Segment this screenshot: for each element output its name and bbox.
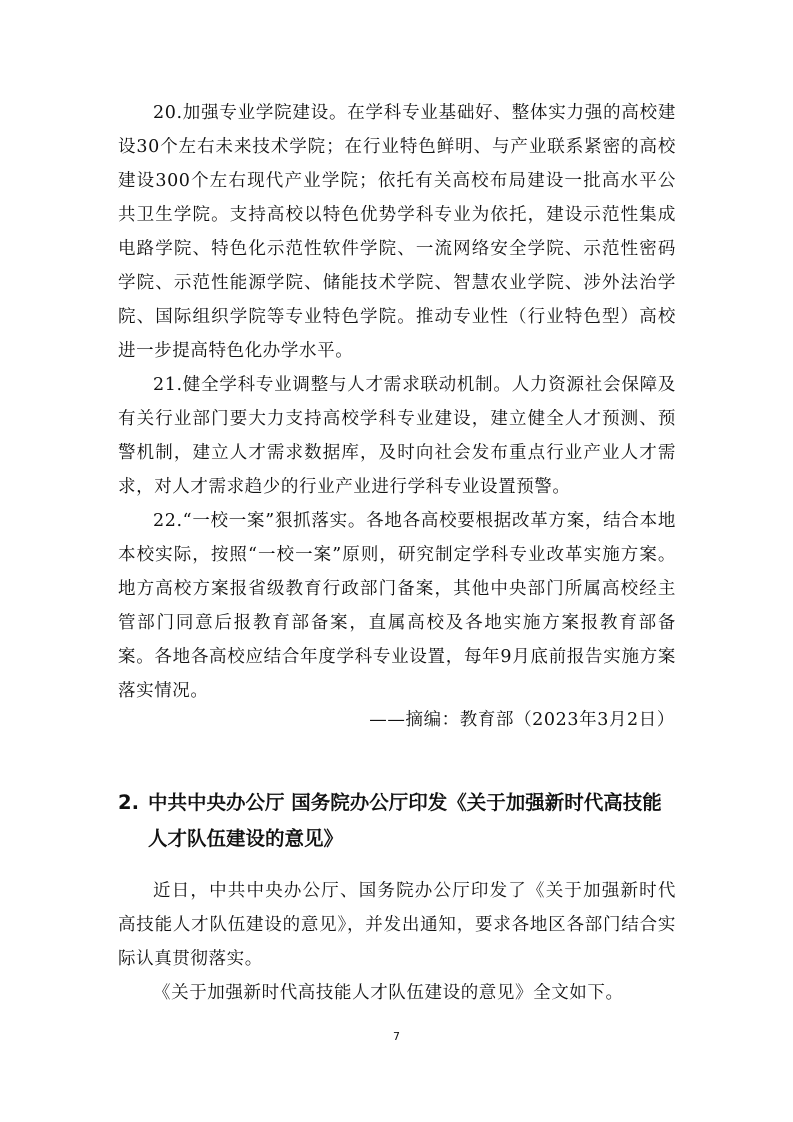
article-20-text: 20.加强专业学院建设。在学科专业基础好、整体实力强的高校建设30个左右未来技术学院；在行业特色鲜明、与产业联系紧密的高校建设300个左右现代产业学院；依托有关高校布局建设一批高水平公共卫生学院。支持高校以特色优势学科专业为依托，建设示范性集成电路学院、特色化示范性软件学院、一流网络安全学院、示范性密码学院、示范性能源学院、储能技术学院、智慧农业学院、涉外法治学院、国际组织学院等专业特色学院。推动专业性（行业特色型）高校进一步提高特色化办学水平。	[118, 103, 676, 361]
article-21-text: 21.健全学科专业调整与人才需求联动机制。人力资源社会保障及有关行业部门要大力支持高校学科专业建设，建立健全人才预测、预警机制，建立人才需求数据库，及时向社会发布重点行业产业人才需求，对人才需求趋少的行业产业进行学科专业设置预警。	[118, 375, 676, 497]
section-heading	[118, 785, 678, 857]
article-21	[118, 368, 676, 504]
intro-paragraph-1-text: 近日，中共中央办公厅、国务院办公厅印发了《关于加强新时代高技能人才队伍建设的意见》，并发出通知，要求各地区各部门结合实际认真贯彻落实。	[118, 881, 676, 969]
article-20	[118, 96, 676, 368]
section-title: 中共中央办公厅 国务院办公厅印发《关于加强新时代高技能人才队伍建设的意见》	[148, 791, 662, 850]
intro-paragraph-2-text: 《关于加强新时代高技能人才队伍建设的意见》全文如下。	[153, 983, 624, 1003]
intro-paragraph-2	[118, 976, 676, 1010]
intro-paragraph-1	[118, 874, 676, 976]
article-22-text: 22.“一校一案”狠抓落实。各地各高校要根据改革方案，结合本地本校实际，按照“一校一案”原则，研究制定学科专业改革实施方案。地方高校方案报省级教育行政部门备案，其他中央部门所属高校经主管部门同意后报教育部备案，直属高校及各地实施方案报教育部备案。各地各高校应结合年度学科专业设置，每年9月底前报告实施方案落实情况。	[118, 511, 676, 701]
source-attribution: ——摘编：教育部（2023年3月2日）	[369, 710, 675, 730]
page-number: 7	[393, 1030, 400, 1043]
section-number: 2.	[118, 791, 139, 814]
article-22	[118, 504, 676, 708]
